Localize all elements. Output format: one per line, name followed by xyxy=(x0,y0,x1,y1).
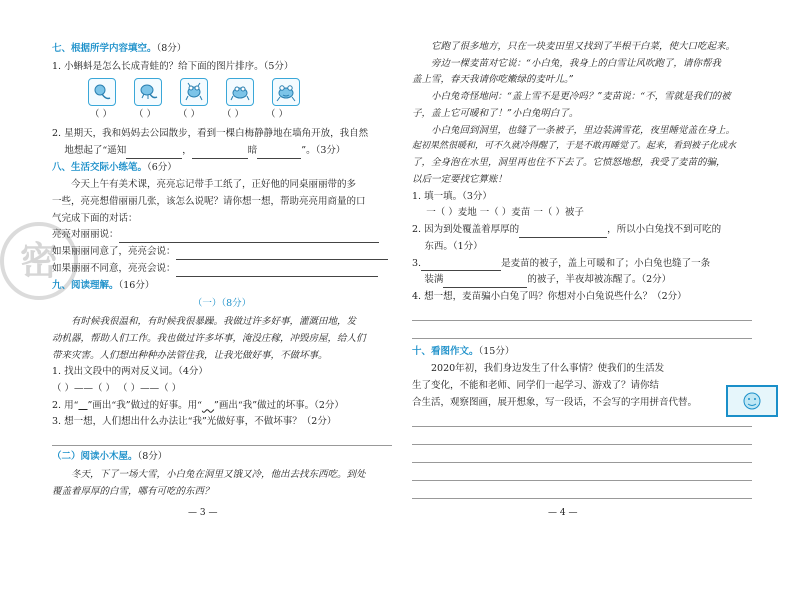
r-q4-answer-line-2[interactable] xyxy=(412,325,752,339)
r-q2-line1 xyxy=(412,223,752,238)
dialog-2 xyxy=(52,245,392,260)
r-q3-num: 3. xyxy=(412,257,422,269)
dialog-2-label: 如果丽丽同意了，亮亮会说： xyxy=(52,246,176,258)
tadpole-images xyxy=(88,78,392,106)
r-q4: 4. 想一想，麦苗骗小白兔了吗？你想对小白兔说些什么？（2分） xyxy=(412,291,687,302)
section-9-title xyxy=(52,279,392,294)
reading-2-p1: 冬天，下了一场大雪，小白兔在洞里又饿又冷，他出去找东西吃。到处 xyxy=(71,468,366,480)
page-number-right: — 4 — xyxy=(548,508,578,518)
section-10-points: （15分） xyxy=(478,345,515,357)
dialog-1-answer[interactable] xyxy=(119,232,379,243)
s7-q2-line1: 2. 星期天，我和妈妈去公园散步，看到一棵白梅静静地在墙角开放，我自然 xyxy=(52,128,369,140)
story-p5: 子，盖上它可暖和了！”小白兔明白了。 xyxy=(412,107,579,119)
dialog-2-answer[interactable] xyxy=(176,249,388,260)
essay-line[interactable] xyxy=(412,467,752,481)
s8-p1: 今天上午有美术课，亮亮忘记带手工纸了，正好他的同桌丽丽带的多 xyxy=(71,179,357,191)
froglet-icon xyxy=(180,78,208,106)
r-q3-blank-1[interactable] xyxy=(421,260,501,271)
section-7-heading: 七、根据所学内容填空。 xyxy=(52,43,157,54)
r-q2-pre: 2. 因为到处覆盖着厚厚的 xyxy=(412,224,520,236)
reading-1-p3: 带来灾害。人们想出种种办法管住我，让我光做好事，不做坏事。 xyxy=(52,349,328,361)
section-10-title xyxy=(412,345,752,360)
dialog-3-label: 如果丽丽不同意，亮亮会说： xyxy=(52,262,176,274)
story-p4: 小白兔奇怪地问：“盖上雪不是更冷吗？”麦苗说：“不，雪就是我们的被 xyxy=(431,91,731,103)
r-q3-line1 xyxy=(412,257,752,272)
story-p3: 盖上雪，春天我请你吃嫩绿的麦叶儿。” xyxy=(412,74,574,86)
r-q1: 1. 填一填。（3分） xyxy=(412,190,492,202)
reading-2-p2: 覆盖着厚厚的白雪，哪有可吃的东西？ xyxy=(52,485,214,497)
s10-t2: 生了变化，不能和老师、同学们一起学习、游戏了？请你结 xyxy=(412,380,660,392)
reading-1-p2: 动机器，帮助人们工作。我也做过许多坏事，淹没庄稼，冲毁房屋，给人们 xyxy=(52,332,366,344)
essay-line[interactable] xyxy=(412,431,752,445)
story-p7: 起初果然很暖和，可不久就冷得醒了，于是不敢再睡觉了。起来，看到被子化成水 xyxy=(412,141,737,152)
antonym-blanks[interactable]: （ ）——（ ） （ ）——（ ） xyxy=(52,382,182,394)
section-8-heading: 八、生活交际小练笔。 xyxy=(52,161,148,173)
reading-1-title: （一）（8分） xyxy=(192,298,252,310)
dialog-1-label: 亮亮对丽丽说： xyxy=(52,229,119,241)
section-7-title xyxy=(52,42,392,57)
essay-line[interactable] xyxy=(412,413,752,427)
essay-line[interactable] xyxy=(412,485,752,499)
section-8-title xyxy=(52,161,392,176)
q2-comma: ， xyxy=(182,144,192,156)
order-blank[interactable]: （ ） xyxy=(133,109,157,121)
section-10-heading: 十、看图作文。 xyxy=(412,345,479,357)
page-number-left: — 3 — xyxy=(188,508,218,518)
order-blank[interactable]: （ ） xyxy=(221,109,245,121)
s7-q2-line2 xyxy=(52,144,392,159)
story-p1: 它跑了很多地方，只在一块麦田里又找到了半根干白菜，使大口吃起来。 xyxy=(431,41,736,52)
story-p6: 小白兔回到洞里，也缝了一条被子，里边装满雪花，夜里睡觉盖在身上。 xyxy=(431,124,736,136)
s9-q2 xyxy=(52,399,392,414)
order-blank[interactable]: （ ） xyxy=(89,109,113,121)
r-q3-fill-post: 的被子，半夜却被冻醒了。（2分） xyxy=(527,274,672,286)
s9-q3: 3. 想一想，人们想出什么办法让“我”光做好事，不做坏事？（2分） xyxy=(52,416,337,428)
s8-p3: 气完成下面的对话： xyxy=(52,212,138,224)
composition-picture xyxy=(726,385,778,417)
reading-2-points: （8分） xyxy=(137,451,168,463)
r-q4-answer-line-1[interactable] xyxy=(412,307,752,321)
tadpole-legs-icon xyxy=(134,78,162,106)
poem-blank-2[interactable] xyxy=(192,148,248,159)
r-q3-fill-pre: 装满 xyxy=(424,274,444,286)
order-blank[interactable]: （ ） xyxy=(177,109,201,121)
reading-2-title xyxy=(52,450,392,465)
s9-q1: 1. 找出文段中的两对反义词。（4分） xyxy=(52,366,208,378)
section-7-points: （8分） xyxy=(156,43,187,54)
section-9-points: （16分） xyxy=(118,279,155,291)
dialog-3 xyxy=(52,262,392,277)
page-left xyxy=(52,40,392,501)
dialog-1 xyxy=(52,228,392,243)
section-8-points: （6分） xyxy=(147,161,177,173)
straight-line-symbol xyxy=(78,400,87,411)
s8-p2: 一些，亮亮想借丽丽几张，该怎么说呢？请你想一想，帮助亮亮用商量的口 xyxy=(52,196,366,208)
young-frog-icon xyxy=(226,78,254,106)
s10-t1: 2020年初，我们身边发生了什么事情？使我们的生活发 xyxy=(431,363,665,375)
r-q3-line2 xyxy=(412,273,752,288)
frog-icon xyxy=(272,78,300,106)
q2-suffix: ”。（3分） xyxy=(301,144,346,156)
r-q2-post: ，所以小白兔找不到可吃的 xyxy=(607,224,722,236)
section-9-heading: 九、阅读理解。 xyxy=(52,279,119,291)
reading-2-heading: （二）阅读小木屋。 xyxy=(52,451,138,463)
q2-prefix: 地想起了“遥知 xyxy=(64,144,127,156)
q2-pre: 2. 用“ xyxy=(52,399,79,411)
seal-text: 密 xyxy=(19,238,58,283)
tadpole-stage-icon xyxy=(88,78,116,106)
reading-1-p1: 有时候我很温和，有时候我很暴躁。我做过许多好事，灌溉田地，发 xyxy=(71,316,357,328)
q2-post: ”画出“我”做过的坏事。（2分） xyxy=(214,399,344,411)
wavy-line-symbol xyxy=(202,400,214,411)
story-p2: 旁边一棵麦苗对它说：“小白兔，我身上的白雪让风吹跑了，请你帮我 xyxy=(431,57,721,69)
q2-an: 暗 xyxy=(247,144,258,156)
page-right xyxy=(412,40,752,503)
dialog-3-answer[interactable] xyxy=(176,266,378,277)
story-p9: 以后一定要找它算账！ xyxy=(412,173,508,185)
r-q1-blanks[interactable]: 一（ ）麦地 一（ ）麦苗 一（ ）被子 xyxy=(426,207,584,219)
s9-q3-answer-line[interactable] xyxy=(52,432,392,446)
r-q3-blank-2[interactable] xyxy=(443,277,527,288)
poem-blank-3[interactable] xyxy=(257,148,301,159)
r-q2-blank[interactable] xyxy=(519,227,607,238)
essay-line[interactable] xyxy=(412,449,752,463)
story-p8: 了，全身泡在水里，洞里再也住不下去了。它愤怒地想，我受了麦苗的骗， xyxy=(412,157,726,169)
r-q3-text: 是麦苗的被子，盖上可暖和了；小白兔也缝了一条 xyxy=(501,257,711,269)
q2-mid: ”画出“我”做过的好事。用“ xyxy=(87,399,202,411)
order-blank[interactable]: （ ） xyxy=(265,109,289,121)
r-q2-line2: 东西。（1分） xyxy=(424,240,483,252)
ordering-parens xyxy=(88,108,392,123)
s7-q1: 1. 小蝌蚪是怎么长成青蛙的？给下面的图片排序。（5分） xyxy=(52,60,294,72)
s10-t3: 合生活，观察图画，展开想象，写一段话，不会写的字用拼音代替。 xyxy=(412,396,698,408)
poem-blank-1[interactable] xyxy=(126,148,182,159)
